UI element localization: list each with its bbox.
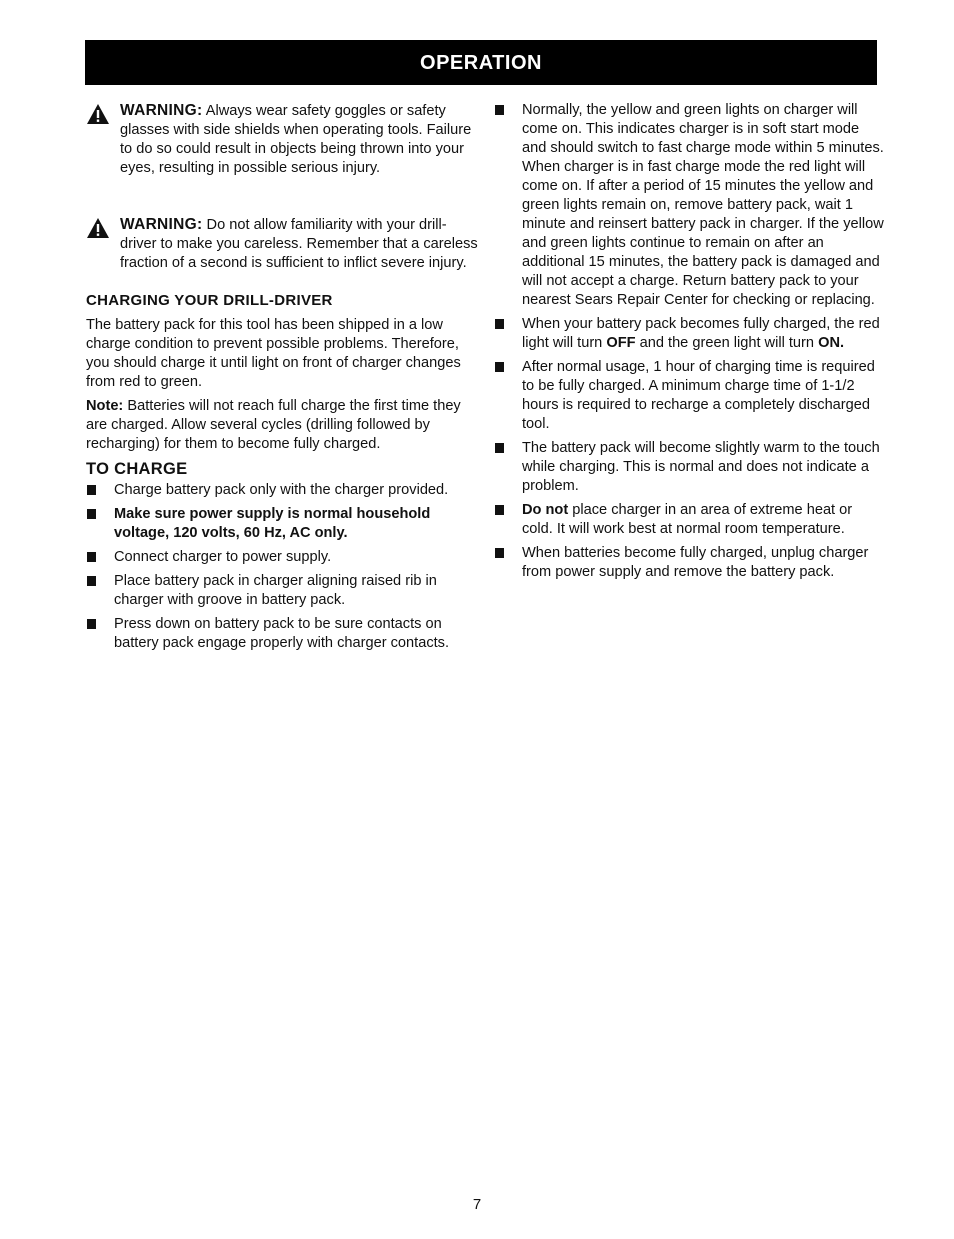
bullet-icon bbox=[495, 505, 504, 515]
list-item: Charge battery pack only with the charger provided. bbox=[86, 481, 478, 500]
note-paragraph bbox=[86, 397, 478, 454]
right-column bbox=[494, 101, 886, 582]
list-item: After normal usage, 1 hour of charging time is required to be fully charged. A minimum charge time of 1-1/2 hours is required to recharge a completely discharged tool. bbox=[494, 358, 886, 434]
left-column bbox=[86, 101, 478, 653]
warning-block-goggles bbox=[86, 101, 478, 178]
list-item: When your battery pack becomes fully charged, the red light will turn OFF and the green light will turn ON. bbox=[494, 315, 886, 353]
list-item: Connect charger to power supply. bbox=[86, 548, 478, 567]
warning-text bbox=[120, 101, 478, 178]
to-charge-heading: TO CHARGE bbox=[86, 460, 188, 478]
warning-text bbox=[120, 215, 478, 273]
warning-triangle-icon bbox=[86, 103, 110, 125]
to-charge-list bbox=[86, 481, 478, 653]
note-text: Batteries will not reach full charge the first time they are charged. Allow several cycles (drilling followed by recharging) for them to become fully charged. bbox=[86, 398, 461, 452]
bullet-icon bbox=[495, 443, 504, 453]
bullet-icon bbox=[87, 552, 96, 562]
page-number: 7 bbox=[472, 1196, 482, 1213]
bullet-icon bbox=[87, 576, 96, 586]
list-item: When batteries become fully charged, unplug charger from power supply and remove the battery pack. bbox=[494, 544, 886, 582]
warning-block-familiarity bbox=[86, 215, 478, 273]
warning-label: WARNING: bbox=[120, 216, 203, 233]
list-item: Make sure power supply is normal household voltage, 120 volts, 60 Hz, AC only. bbox=[86, 505, 478, 543]
list-item: Normally, the yellow and green lights on charger will come on. This indicates charger is in soft start mode and should switch to fast charge mode within 5 minutes. When charger is in fast charge mode the red light will come on. If after a period of 15 minutes the yellow and green lights remain on, remove battery pack, wait 1 minute and reinsert battery pack in charger. If the yellow and green lights continue to remain on after an additional 15 minutes, the battery pack is damaged and will not accept a charge. Return battery pack to your nearest Sears Repair Center for checking or replacing. bbox=[494, 101, 886, 310]
bullet-icon bbox=[495, 362, 504, 372]
bullet-icon bbox=[87, 509, 96, 519]
warning-triangle-icon bbox=[86, 217, 110, 239]
section-title: OPERATION bbox=[420, 52, 542, 74]
bullet-icon bbox=[495, 319, 504, 329]
charging-heading: CHARGING YOUR DRILL-DRIVER bbox=[86, 292, 333, 309]
list-item: Place battery pack in charger aligning raised rib in charger with groove in battery pack. bbox=[86, 572, 478, 610]
charging-paragraph: The battery pack for this tool has been shipped in a low charge condition to prevent possible problems. Therefore, you should charge it until light on front of charger changes from red to green. bbox=[86, 317, 461, 390]
warning-label: WARNING: bbox=[120, 102, 203, 119]
list-item: Do not place charger in an area of extreme heat or cold. It will work best at normal room temperature. bbox=[494, 501, 886, 539]
list-item: Press down on battery pack to be sure contacts on battery pack engage properly with charger contacts. bbox=[86, 615, 478, 653]
bullet-icon bbox=[87, 485, 96, 495]
bullet-icon bbox=[87, 619, 96, 629]
list-item: The battery pack will become slightly warm to the touch while charging. This is normal and does not indicate a problem. bbox=[494, 439, 886, 496]
section-header-banner bbox=[85, 40, 877, 85]
bullet-icon bbox=[495, 105, 504, 115]
charger-lights-list bbox=[494, 101, 886, 582]
bullet-icon bbox=[495, 548, 504, 558]
note-label: Note: bbox=[86, 398, 124, 414]
warning-body: Always wear safety goggles or safety glasses with side shields when operating tools. Failure to do so could result in objects being thrown into your eyes, resulting in possible serious injury. bbox=[120, 103, 472, 176]
warning-body: Do not allow familiarity with your drill-driver to make you careless. Remember that a careless fraction of a second is sufficient to inflict severe injury. bbox=[120, 217, 478, 271]
